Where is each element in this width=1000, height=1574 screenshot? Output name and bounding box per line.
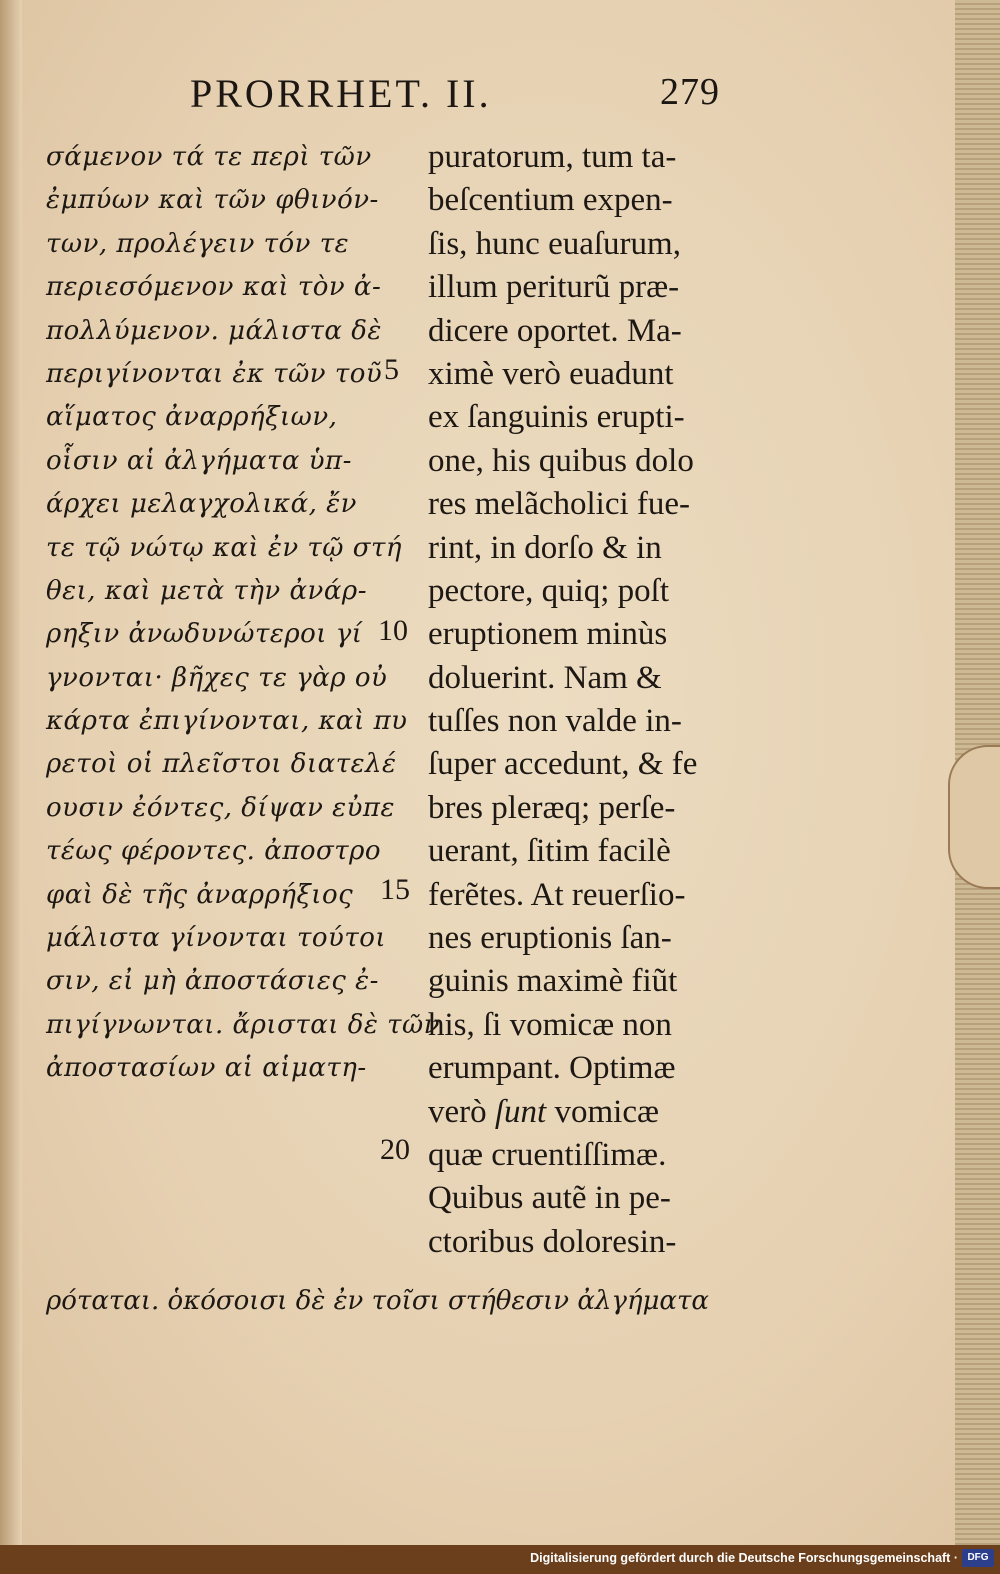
- greek-closing-line: ρόταται. ὁκόσοισι δὲ ἐν τοῖσι στήθεσιν ἀλγήματα: [46, 1286, 709, 1316]
- latin-line: res melãcholici fue-: [428, 486, 691, 523]
- dfg-logo: DFG: [962, 1549, 994, 1567]
- greek-line: πολλύμενον. μάλιστα δὲ: [46, 315, 382, 346]
- latin-line-mixed: [428, 1091, 728, 1134]
- greek-line: των, προλέγειν τόν τε: [46, 228, 350, 259]
- greek-line: ουσιν ἐόντες, δίψαν εὐπε: [46, 792, 395, 823]
- line-number: 5: [384, 353, 399, 386]
- latin-line: one, his quibus dolo: [428, 442, 694, 479]
- gutter-shadow: [0, 0, 22, 1545]
- latin-line: ferẽtes. At reuerſio-: [428, 876, 686, 913]
- latin-line: ex ſanguinis erupti-: [428, 399, 685, 436]
- latin-line: ſis, hunc euaſurum,: [428, 225, 681, 262]
- latin-line: uerant, ſitim facilè: [428, 833, 671, 870]
- greek-line: πιγίγνωνται. ἄρισται δὲ τῶν: [46, 1009, 440, 1040]
- latin-line: Quibus autẽ in pe-: [428, 1180, 671, 1217]
- greek-line: σιν, εἰ μὴ ἀποστάσιες ἐ-: [46, 966, 379, 997]
- line-number: 20: [380, 1133, 410, 1166]
- greek-line: φαὶ δὲ τῆς ἀναρρήξιος: [46, 879, 354, 910]
- latin-line: nes eruptionis ſan-: [428, 920, 672, 957]
- latin-line: bres pleræq; perſe-: [428, 789, 676, 826]
- latin-line: illum periturũ præ-: [428, 269, 680, 306]
- latin-line: erumpant. Optimæ: [428, 1050, 676, 1087]
- latin-line: ctoribus doloresin-: [428, 1223, 677, 1260]
- latin-line: ſuper accedunt, & fe: [428, 746, 698, 783]
- latin-segment: vomicæ: [546, 1093, 659, 1130]
- greek-line: ἐμπύων καὶ τῶν φθινόν-: [46, 185, 379, 216]
- greek-line: κάρτα ἐπιγίνονται, καὶ πυ: [46, 706, 408, 737]
- greek-line: τέως φέροντες. ἀποστρο: [46, 836, 382, 867]
- latin-line: rint, in dorſo & in: [428, 529, 662, 566]
- running-head: [190, 70, 730, 120]
- page-number: 279: [660, 71, 720, 113]
- greek-line: γνονται· βῆχες τε γὰρ οὐ: [46, 662, 388, 693]
- latin-line: tuſſes non valde in-: [428, 703, 682, 740]
- greek-line: τε τῷ νώτῳ καὶ ἐν τῷ στή: [46, 532, 402, 563]
- latin-text-column: [428, 136, 728, 1264]
- greek-line: οἷσιν αἱ ἀλγήματα ὑπ-: [46, 445, 352, 476]
- greek-line: ρηξιν ἀνωδυνώτεροι γί: [46, 619, 363, 650]
- running-head-title: PRORRHET. II.: [190, 71, 492, 116]
- funding-credit: Digitalisierung gefördert durch die Deutsche Forschungsgemeinschaft ·: [530, 1551, 958, 1565]
- greek-line: θει, καὶ μετὰ τὴν ἀνάρ-: [46, 575, 367, 606]
- latin-line: quæ cruentiſſimæ.: [428, 1136, 667, 1173]
- latin-line: eruptionem minùs: [428, 616, 668, 653]
- latin-line: guinis maximè fiũt: [428, 963, 678, 1000]
- greek-line: αἵματος ἀναρρήξιων,: [46, 402, 338, 433]
- latin-line: puratorum, tum ta-: [428, 139, 677, 175]
- latin-italic-word: ſunt: [494, 1093, 547, 1130]
- greek-line: ρετοὶ οἱ πλεῖστοι διατελέ: [46, 749, 397, 780]
- greek-line: περιγίνονται ἐκ τῶν τοῦ: [46, 358, 383, 389]
- greek-line: άρχει μελαγχολικά, ἔν: [46, 489, 357, 520]
- latin-line: ximè verò euadunt: [428, 355, 674, 392]
- latin-line: dicere oportet. Ma-: [428, 312, 682, 349]
- greek-line: σάμενον τά τε περὶ τῶν: [46, 142, 372, 172]
- line-number: 10: [378, 614, 408, 647]
- latin-segment: verò: [428, 1093, 487, 1130]
- greek-line: μάλιστα γίνονται τούτοι: [46, 923, 387, 954]
- latin-line: pectore, quiq; poſt: [428, 572, 670, 609]
- latin-line: beſcentium expen-: [428, 182, 673, 219]
- latin-line: his, ſi vomicæ non: [428, 1006, 672, 1043]
- greek-line: περιεσόμενον καὶ τὸν ἀ-: [46, 272, 382, 303]
- greek-line: ἀποστασίων αἱ αἱματη-: [46, 1053, 367, 1084]
- footer-bar: [0, 1545, 1000, 1574]
- clasp-tab: [948, 745, 1000, 889]
- line-number: 15: [380, 873, 410, 906]
- latin-line: doluerint. Nam &: [428, 659, 662, 696]
